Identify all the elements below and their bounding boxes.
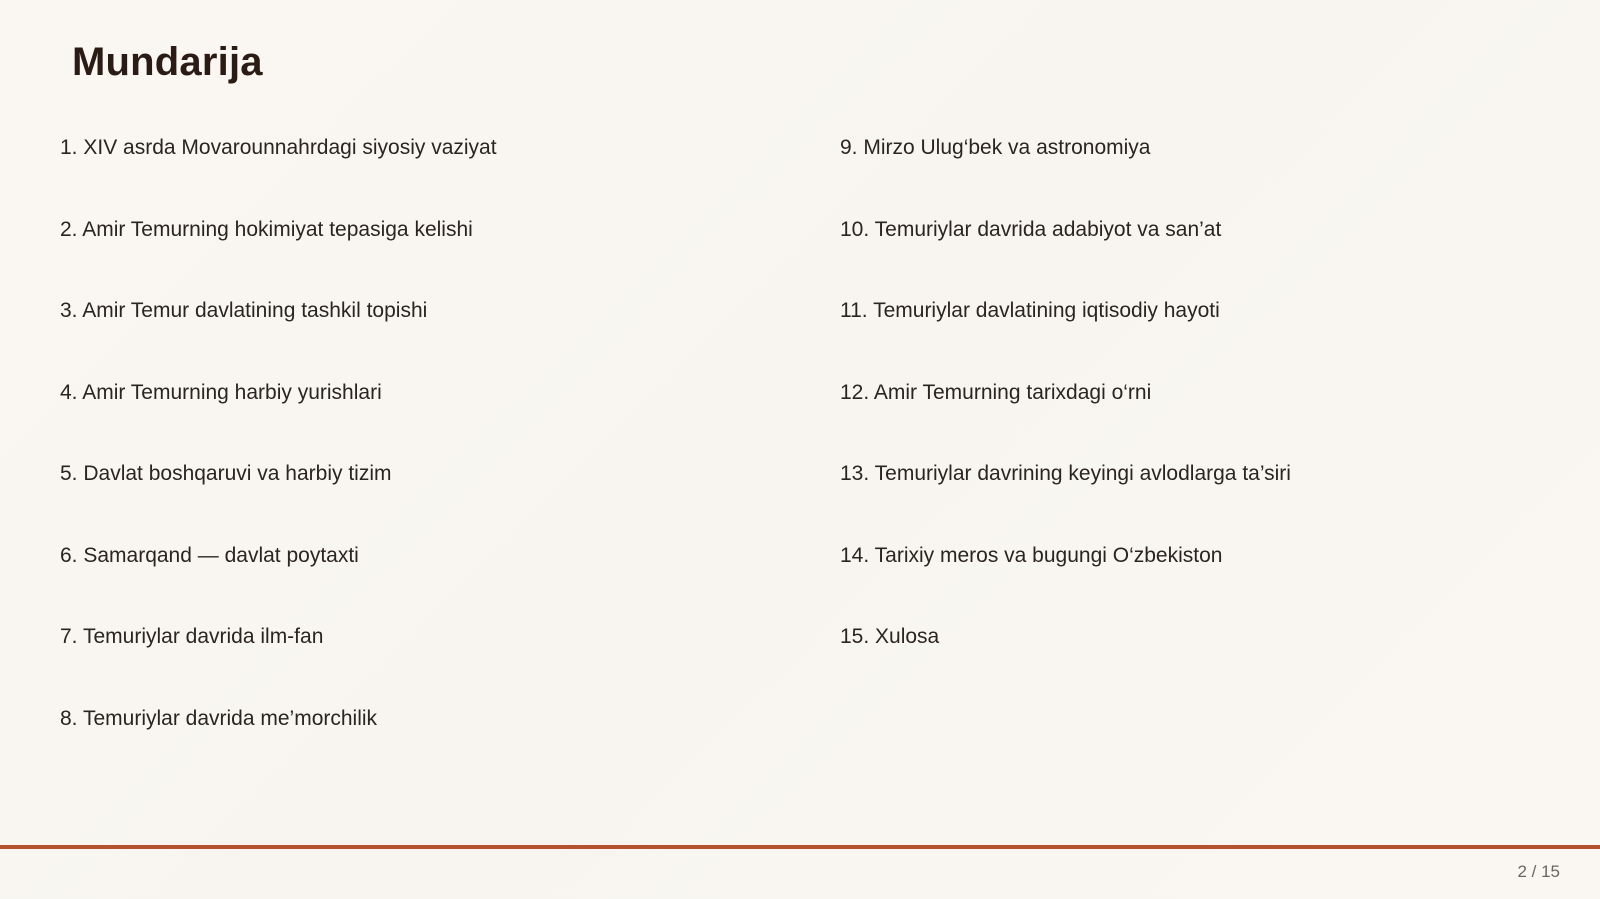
toc-item-4: 4. Amir Temurning harbiy yurishlari — [60, 380, 382, 404]
toc-item-7: 7. Temuriylar davrida ilm-fan — [60, 625, 324, 648]
toc-item-9: 9. Mirzo Ulug‘bek va astronomiya — [840, 136, 1151, 159]
toc-item-11: 11. Temuriylar davlatining iqtisodiy hayoti — [840, 299, 1220, 322]
toc-column-right — [840, 128, 1560, 699]
toc-item-8: 8. Temuriylar davrida me’morchilik — [60, 706, 378, 730]
toc-item-1: 1. XIV asrda Movarounnahrdagi siyosiy vaziyat — [60, 136, 497, 159]
toc-item-3: 3. Amir Temur davlatining tashkil topishi — [60, 299, 428, 322]
toc-item-6: 6. Samarqand — davlat poytaxti — [60, 543, 359, 567]
toc-item-2: 2. Amir Temurning hokimiyat tepasiga kelishi — [60, 217, 473, 241]
toc-item-10: 10. Temuriylar davrida adabiyot va san’at — [840, 217, 1222, 241]
toc-item-15: 15. Xulosa — [840, 625, 940, 648]
toc-item-14: 14. Tarixiy meros va bugungi O‘zbekiston — [840, 543, 1223, 567]
page-number: 2 / 15 — [1517, 862, 1560, 881]
toc-item-5: 5. Davlat boshqaruvi va harbiy tizim — [60, 462, 392, 485]
toc-item-13: 13. Temuriylar davrining keyingi avlodlarga ta’siri — [840, 462, 1291, 485]
toc-item-12: 12. Amir Temurning tarixdagi o‘rni — [840, 380, 1152, 404]
toc-column-left — [60, 128, 780, 780]
footer-divider — [0, 845, 1600, 849]
page-title: Mundarija — [72, 40, 263, 84]
